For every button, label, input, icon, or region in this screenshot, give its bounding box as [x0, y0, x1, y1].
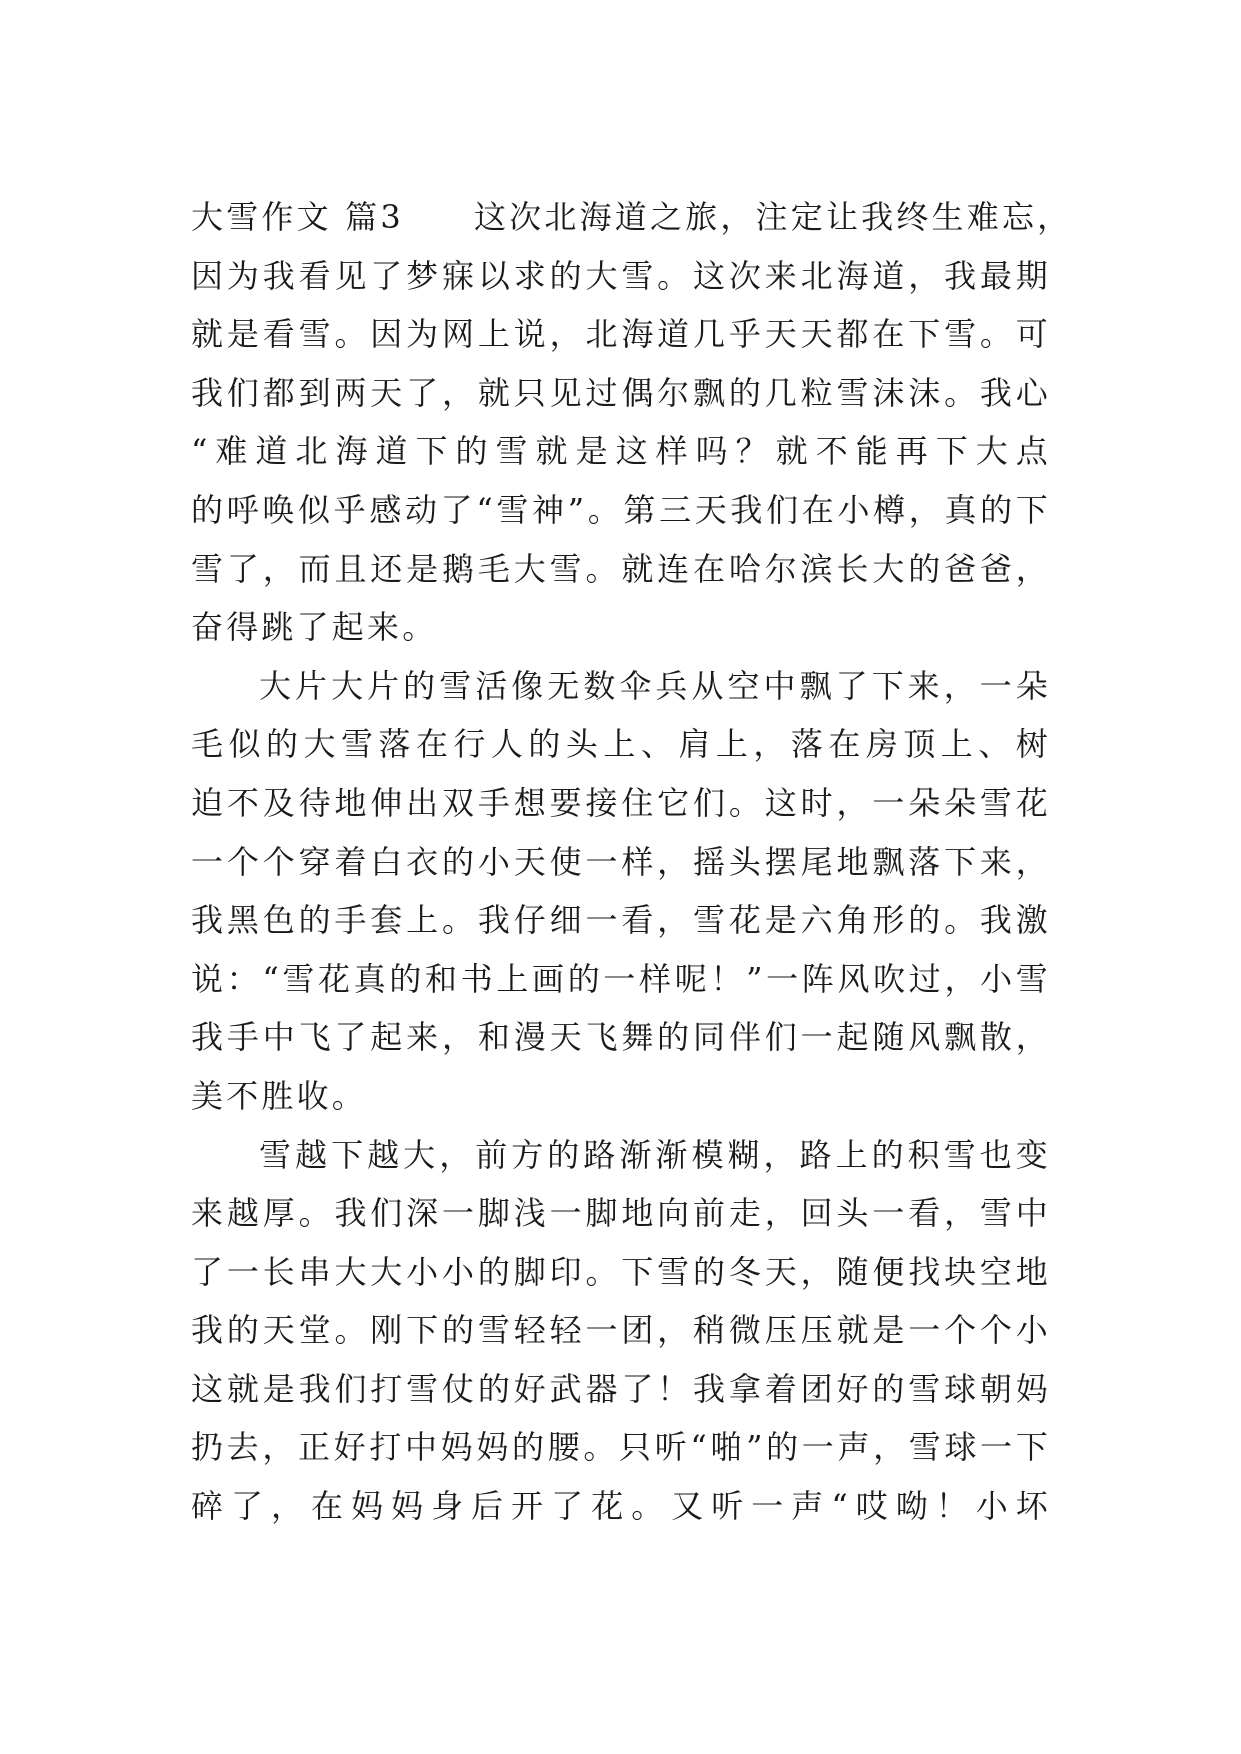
paragraph-line: 我们都到两天了，就只见过偶尔飘的几粒雪沫沫。我心	[191, 373, 1051, 412]
paragraph-line: “难道北海道下的雪就是这样吗？就不能再下大点	[191, 432, 1051, 471]
paragraph-line: 来越厚。我们深一脚浅一脚地向前走，回头一看，雪中	[191, 1194, 1051, 1233]
document-page	[191, 188, 1073, 1536]
paragraph-line: 就是看雪。因为网上说，北海道几乎天天都在下雪。可	[191, 315, 1051, 354]
paragraph-line: 美不胜收。	[191, 1076, 368, 1115]
paragraph-line: 迫不及待地伸出双手想要接住它们。这时，一朵朵雪花	[191, 783, 1051, 822]
paragraph-line: 大片大片的雪活像无数伞兵从空中飘了下来，一朵	[259, 666, 1051, 705]
paragraph-line: 我黑色的手套上。我仔细一看，雪花是六角形的。我激	[191, 901, 1051, 940]
paragraph-line: 毛似的大雪落在行人的头上、肩上，落在房顶上、树	[191, 725, 1051, 764]
paragraph-line: 一个个穿着白衣的小天使一样，摇头摆尾地飘落下来，	[191, 842, 1051, 881]
paragraph-line: 这次北海道之旅，注定让我终生难忘，	[473, 198, 1073, 236]
paragraph-line: 了一长串大大小小的脚印。下雪的冬天，随便找块空地	[191, 1252, 1051, 1291]
paragraph-line: 因为我看见了梦寐以求的大雪。这次来北海道，我最期	[191, 256, 1051, 295]
document-heading: 大雪作文 篇3	[191, 198, 404, 236]
paragraph-line: 我的天堂。刚下的雪轻轻一团，稍微压压就是一个个小	[191, 1311, 1051, 1350]
paragraph-line: 奋得跳了起来。	[191, 608, 438, 647]
paragraph-line: 雪越下越大，前方的路渐渐模糊，路上的积雪也变	[259, 1135, 1051, 1174]
paragraph-line: 扔去，正好打中妈妈的腰。只听“啪”的一声，雪球一下	[191, 1428, 1051, 1467]
paragraph-line: 雪了，而且还是鹅毛大雪。就连在哈尔滨长大的爸爸，	[191, 549, 1051, 588]
first-line	[191, 188, 1073, 247]
paragraph-line: 说：“雪花真的和书上画的一样呢！”一阵风吹过，小雪	[191, 959, 1051, 998]
paragraph-line: 碎了，在妈妈身后开了花。又听一声“哎呦！小坏	[191, 1487, 1051, 1526]
paragraph-line: 这就是我们打雪仗的好武器了！我拿着团好的雪球朝妈	[191, 1369, 1051, 1408]
paragraph-line: 我手中飞了起来，和漫天飞舞的同伴们一起随风飘散，	[191, 1018, 1051, 1057]
paragraph-line: 的呼唤似乎感动了“雪神”。第三天我们在小樽，真的下	[191, 490, 1051, 529]
